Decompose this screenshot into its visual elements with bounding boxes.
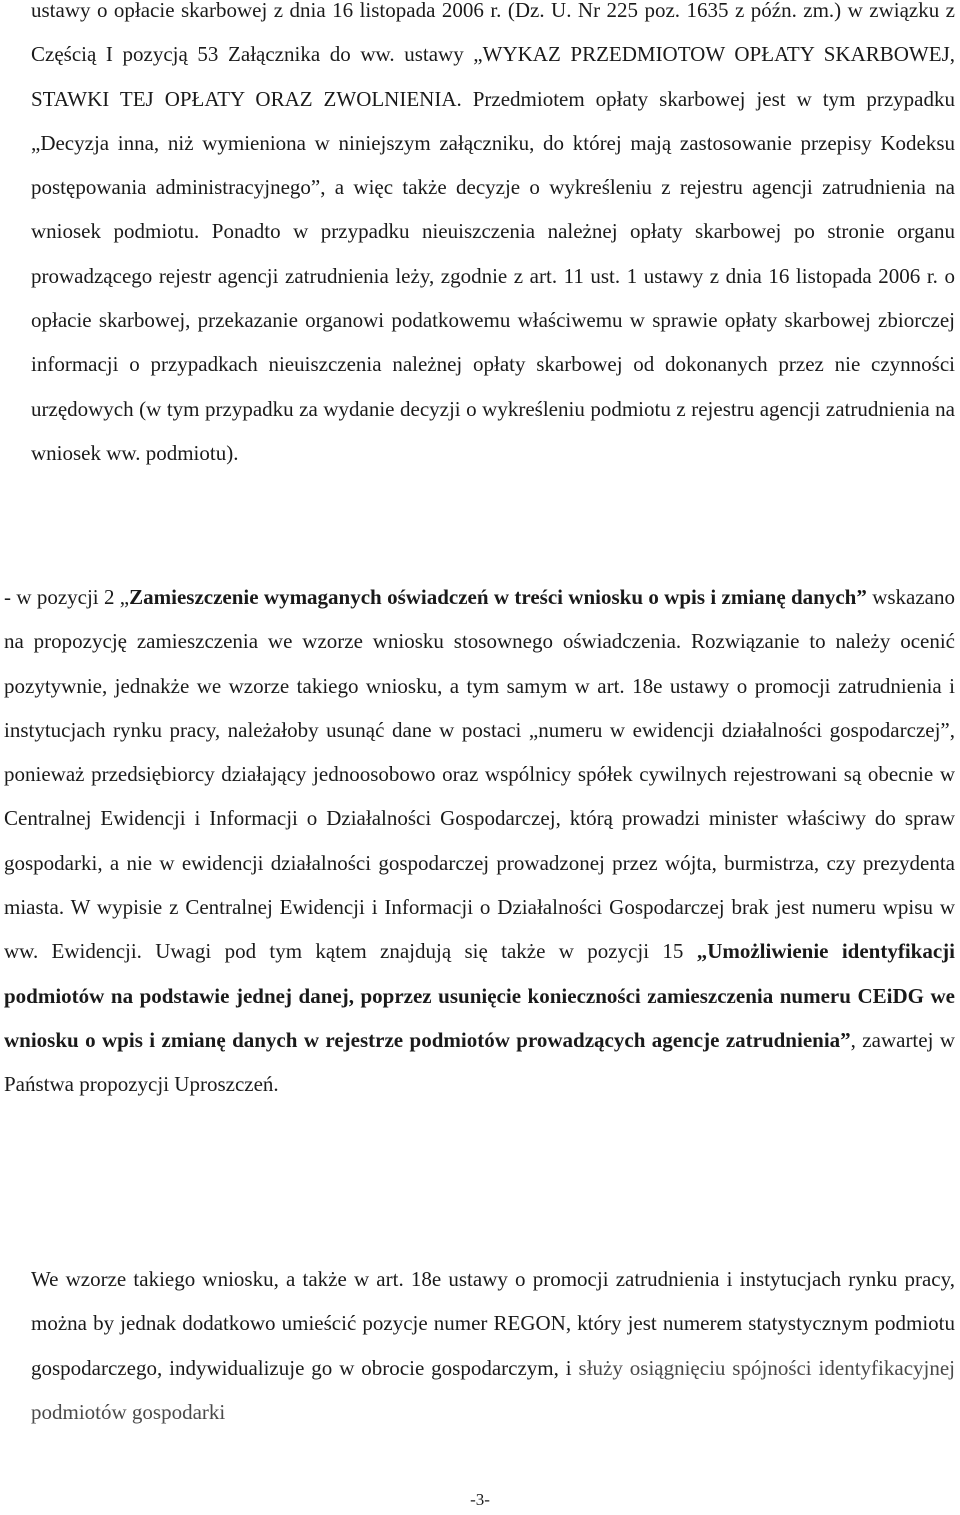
paragraph-1 bbox=[31, 0, 955, 475]
paragraph-3-gray-tail: służy osiągnięciu spójności identyfikacyjnej podmiotów gospodarki bbox=[31, 1355, 955, 1424]
paragraph-2-bold-reference: „Umożliwienie identyfikacji podmiotów na podstawie jednej danej, poprzez usunięcie konieczności zamieszczenia numeru CEiDG we wniosku o wpis i zmianę danych w rejestrze podmiotów prowadzących agencje zatrudnienia” bbox=[4, 939, 955, 1052]
paragraph-2-bold-heading: Zamieszczenie wymaganych oświadczeń w treści wniosku o wpis i zmianę danych” bbox=[129, 585, 867, 609]
paragraph-3 bbox=[31, 1257, 955, 1434]
paragraph-2-suffix: , zawartej w Państwa propozycji Uproszczeń. bbox=[4, 1027, 955, 1097]
paragraph-2 bbox=[4, 575, 955, 1107]
paragraph-2-prefix: - w pozycji 2 „ bbox=[4, 585, 130, 609]
paragraph-3-text: We wzorze takiego wniosku, a także w art. 18e ustawy o promocji zatrudnienia i instytucjach rynku pracy, można by jednak dodatkowo umieścić pozycje numer REGON, który jest numerem statystycznym podmiotu gospodarczego, indywidualizuje go w obrocie gospodarczym, i bbox=[31, 1267, 955, 1380]
paragraph-2-body: wskazano na propozycję zamieszczenia we wzorze wniosku stosownego oświadczenia. Rozwiązanie to należy ocenić pozytywnie, jednakże we wzorze takiego wniosku, a tym samym w art. 18e ustawy o promocji zatrudnienia i instytucjach rynku pracy, należałoby usunąć dane w postaci „numeru w ewidencji działalności gospodarczej”, ponieważ przedsiębiorcy działający jednoosobowo oraz wspólnicy spółek cywilnych rejestrowani są obecnie w Centralnej Ewidencji i Informacji o Działalności Gospodarczej, którą prowadzi minister właściwy do spraw gospodarki, a nie w ewidencji działalności gospodarczej prowadzonej przez wójta, burmistrza, czy prezydenta miasta. W wypisie z Centralnej Ewidencji i Informacji o Działalności Gospodarczej brak jest numeru wpisu w ww. Ewidencji. Uwagi pod tym kątem znajdują się także w pozycji 15 bbox=[4, 585, 955, 964]
page-number: -3- bbox=[470, 1490, 490, 1509]
paragraph-1-text: ustawy o opłacie skarbowej z dnia 16 listopada 2006 r. (Dz. U. Nr 225 poz. 1635 z późn. zm.) w związku z Częścią I pozycją 53 Załącznika do ww. ustawy „WYKAZ PRZEDMIOTOW OPŁATY SKARBOWEJ, STAWKI TEJ OPŁATY ORAZ ZWOLNIENIA. Przedmiotem opłaty skarbowej jest w tym przypadku „Decyzja inna, niż wymieniona w niniejszym załączniku, do której mają zastosowanie przepisy Kodeksu postępowania administracyjnego”, a więc także decyzje o wykreśleniu z rejestru agencji zatrudnienia na wniosek podmiotu. Ponadto w przypadku nieuiszczenia należnej opłaty skarbowej po stronie organu prowadzącego rejestr agencji zatrudnienia leży, zgodnie z art. 11 ust. 1 ustawy z dnia 16 listopada 2006 r. o opłacie skarbowej, przekazanie organowi podatkowemu właściwemu w sprawie opłaty skarbowej zbiorczej informacji o przypadkach nieuiszczenia należnej opłaty skarbowej od dokonanych przez nie czynności urzędowych (w tym przypadku za wydanie decyzji o wykreśleniu podmiotu z rejestru agencji zatrudnienia na wniosek ww. podmiotu). bbox=[31, 0, 955, 465]
